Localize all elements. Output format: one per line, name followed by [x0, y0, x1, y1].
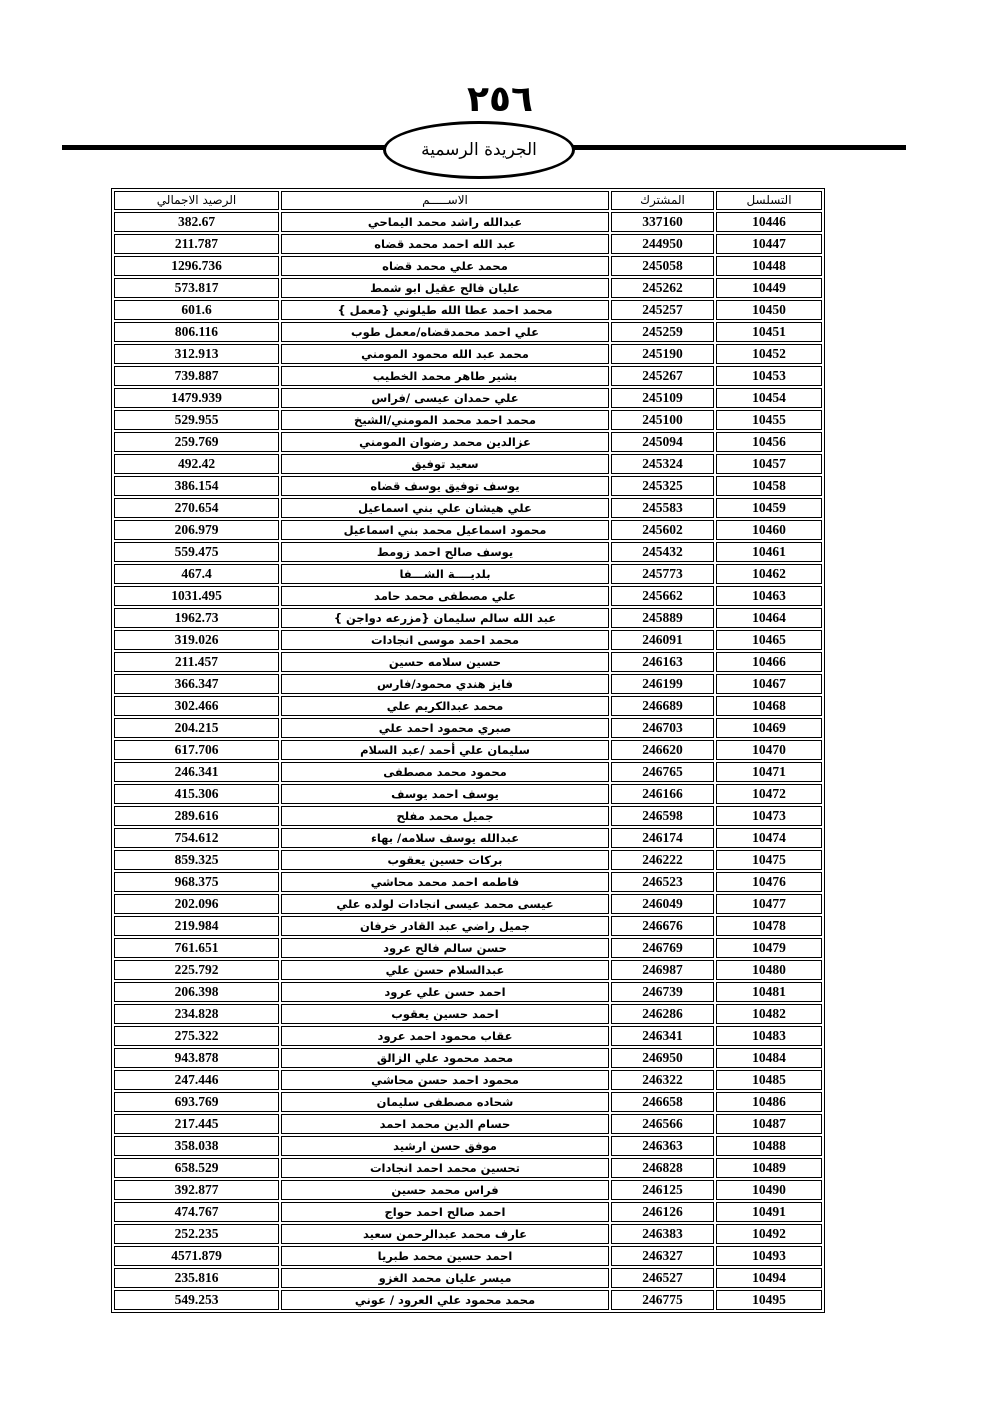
serial-cell: 10454 — [716, 388, 822, 408]
subscriber-cell: 246322 — [611, 1070, 714, 1090]
balance-cell: 1031.495 — [114, 586, 279, 606]
balance-cell: 302.466 — [114, 696, 279, 716]
name-cell: محمد محمود علي العرود / عوني — [281, 1290, 609, 1310]
name-cell: عبد الله احمد محمد قضاه — [281, 234, 609, 254]
name-cell: فايز هندي محمود/فارس — [281, 674, 609, 694]
table-row — [114, 1246, 822, 1266]
subscriber-cell: 246383 — [611, 1224, 714, 1244]
subscriber-cell: 244950 — [611, 234, 714, 254]
serial-cell: 10469 — [716, 718, 822, 738]
serial-cell: 10478 — [716, 916, 822, 936]
name-cell: احمد حسن علي عرود — [281, 982, 609, 1002]
table-row — [114, 410, 822, 430]
subscriber-cell: 246327 — [611, 1246, 714, 1266]
serial-cell: 10482 — [716, 1004, 822, 1024]
table-row — [114, 366, 822, 386]
table-header-row — [114, 191, 822, 210]
table-row — [114, 652, 822, 672]
subscriber-cell: 246341 — [611, 1026, 714, 1046]
subscriber-cell: 246828 — [611, 1158, 714, 1178]
serial-cell: 10491 — [716, 1202, 822, 1222]
balance-cell: 559.475 — [114, 542, 279, 562]
serial-cell: 10455 — [716, 410, 822, 430]
name-cell: صبري محمود احمد علي — [281, 718, 609, 738]
serial-cell: 10447 — [716, 234, 822, 254]
table-row — [114, 982, 822, 1002]
name-cell: شحاده مصطفى سليمان — [281, 1092, 609, 1112]
balance-cell: 392.877 — [114, 1180, 279, 1200]
table-row — [114, 1092, 822, 1112]
subscriber-cell: 246739 — [611, 982, 714, 1002]
table-row — [114, 432, 822, 452]
table-row — [114, 1048, 822, 1068]
subscriber-cell: 246950 — [611, 1048, 714, 1068]
table-row — [114, 784, 822, 804]
subscriber-cell: 246174 — [611, 828, 714, 848]
subscriber-cell: 246523 — [611, 872, 714, 892]
name-cell: علي مصطفى محمد حامد — [281, 586, 609, 606]
name-cell: عبدالله يوسف سلامه/ بهاء — [281, 828, 609, 848]
table-row — [114, 322, 822, 342]
serial-cell: 10489 — [716, 1158, 822, 1178]
subscriber-cell: 245773 — [611, 564, 714, 584]
subscriber-cell: 245602 — [611, 520, 714, 540]
column-header-name: الاســـــم — [281, 191, 609, 210]
table-row — [114, 1026, 822, 1046]
subscriber-cell: 245262 — [611, 278, 714, 298]
serial-cell: 10483 — [716, 1026, 822, 1046]
table-row — [114, 1158, 822, 1178]
name-cell: ميسر عليان محمد الغزو — [281, 1268, 609, 1288]
table-row — [114, 234, 822, 254]
subscriber-cell: 246163 — [611, 652, 714, 672]
serial-cell: 10450 — [716, 300, 822, 320]
balance-cell: 754.612 — [114, 828, 279, 848]
serial-cell: 10467 — [716, 674, 822, 694]
subscriber-cell: 246125 — [611, 1180, 714, 1200]
name-cell: سعيد توفيق — [281, 454, 609, 474]
serial-cell: 10472 — [716, 784, 822, 804]
balance-cell: 1296.736 — [114, 256, 279, 276]
name-cell: تحسين محمد احمد انجادات — [281, 1158, 609, 1178]
subscriber-cell: 245058 — [611, 256, 714, 276]
balance-cell: 382.67 — [114, 212, 279, 232]
name-cell: عيسى محمد عيسى انجادات لولده علي — [281, 894, 609, 914]
serial-cell: 10453 — [716, 366, 822, 386]
balance-cell: 617.706 — [114, 740, 279, 760]
column-header-subscriber: المشترك — [611, 191, 714, 210]
table-row — [114, 388, 822, 408]
table-row — [114, 894, 822, 914]
name-cell: محمد احمد محمد المومني/الشيخ — [281, 410, 609, 430]
serial-cell: 10466 — [716, 652, 822, 672]
balance-cell: 386.154 — [114, 476, 279, 496]
serial-cell: 10477 — [716, 894, 822, 914]
balance-cell: 225.792 — [114, 960, 279, 980]
serial-cell: 10457 — [716, 454, 822, 474]
name-cell: يوسف صالح احمد زومط — [281, 542, 609, 562]
name-cell: عبدالسلام حسن علي — [281, 960, 609, 980]
name-cell: عبد الله سالم سليمان {مزرعه دواجن } — [281, 608, 609, 628]
subscriber-cell: 245109 — [611, 388, 714, 408]
name-cell: فراس محمد حسين — [281, 1180, 609, 1200]
name-cell: يوسف احمد يوسف — [281, 784, 609, 804]
balance-cell: 467.4 — [114, 564, 279, 584]
subscriber-cell: 245190 — [611, 344, 714, 364]
name-cell: محمد عبدالكريم علي — [281, 696, 609, 716]
balance-cell: 601.6 — [114, 300, 279, 320]
subscriber-cell: 246126 — [611, 1202, 714, 1222]
serial-cell: 10490 — [716, 1180, 822, 1200]
name-cell: موفق حسن ارشيد — [281, 1136, 609, 1156]
serial-cell: 10473 — [716, 806, 822, 826]
name-cell: محمد عبد الله محمود المومني — [281, 344, 609, 364]
serial-cell: 10480 — [716, 960, 822, 980]
serial-cell: 10456 — [716, 432, 822, 452]
serial-cell: 10446 — [716, 212, 822, 232]
name-cell: جميل راضي عبد القادر خرفان — [281, 916, 609, 936]
balance-cell: 474.767 — [114, 1202, 279, 1222]
serial-cell: 10458 — [716, 476, 822, 496]
subscriber-cell: 246222 — [611, 850, 714, 870]
name-cell: يوسف توفيق يوسف قضاه — [281, 476, 609, 496]
table-row — [114, 586, 822, 606]
table-row — [114, 1136, 822, 1156]
subscriber-cell: 245257 — [611, 300, 714, 320]
balance-cell: 693.769 — [114, 1092, 279, 1112]
serial-cell: 10494 — [716, 1268, 822, 1288]
serial-cell: 10484 — [716, 1048, 822, 1068]
balance-cell: 217.445 — [114, 1114, 279, 1134]
name-cell: محمد احمد موسى انجادات — [281, 630, 609, 650]
balance-cell: 235.816 — [114, 1268, 279, 1288]
balance-cell: 247.446 — [114, 1070, 279, 1090]
serial-cell: 10475 — [716, 850, 822, 870]
name-cell: محمود محمد مصطفى — [281, 762, 609, 782]
subscribers-table — [111, 188, 825, 1313]
balance-cell: 202.096 — [114, 894, 279, 914]
table-row — [114, 674, 822, 694]
subscriber-cell: 245267 — [611, 366, 714, 386]
subscriber-cell: 246987 — [611, 960, 714, 980]
name-cell: احمد حسين محمد طبريا — [281, 1246, 609, 1266]
table-row — [114, 1070, 822, 1090]
name-cell: بشير طاهر محمد الخطيب — [281, 366, 609, 386]
balance-cell: 415.306 — [114, 784, 279, 804]
name-cell: محمد احمد عطا الله طيلوني {معمل } — [281, 300, 609, 320]
subscriber-cell: 246527 — [611, 1268, 714, 1288]
subscriber-cell: 245889 — [611, 608, 714, 628]
serial-cell: 10463 — [716, 586, 822, 606]
subscriber-cell: 246765 — [611, 762, 714, 782]
table-row — [114, 212, 822, 232]
balance-cell: 658.529 — [114, 1158, 279, 1178]
serial-cell: 10452 — [716, 344, 822, 364]
subscriber-cell: 246166 — [611, 784, 714, 804]
subscriber-cell: 246620 — [611, 740, 714, 760]
name-cell: محمود احمد حسن محاشي — [281, 1070, 609, 1090]
serial-cell: 10479 — [716, 938, 822, 958]
subscriber-cell: 245583 — [611, 498, 714, 518]
table-row — [114, 608, 822, 628]
balance-cell: 739.887 — [114, 366, 279, 386]
table-row — [114, 1180, 822, 1200]
serial-cell: 10460 — [716, 520, 822, 540]
balance-cell: 1962.73 — [114, 608, 279, 628]
name-cell: عليان فالح عقيل ابو شمط — [281, 278, 609, 298]
table-row — [114, 1114, 822, 1134]
balance-cell: 246.341 — [114, 762, 279, 782]
table-row — [114, 916, 822, 936]
subscriber-cell: 245259 — [611, 322, 714, 342]
name-cell: علي احمد محمدقضاه/معمل طوب — [281, 322, 609, 342]
serial-cell: 10462 — [716, 564, 822, 584]
name-cell: محمد محمود علي الزالق — [281, 1048, 609, 1068]
balance-cell: 806.116 — [114, 322, 279, 342]
balance-cell: 859.325 — [114, 850, 279, 870]
table-row — [114, 1004, 822, 1024]
table-row — [114, 1290, 822, 1310]
name-cell: عبدالله راشد محمد اليماحي — [281, 212, 609, 232]
table-row — [114, 718, 822, 738]
name-cell: فاطمه احمد محمد محاشي — [281, 872, 609, 892]
balance-cell: 1479.939 — [114, 388, 279, 408]
name-cell: عزالدين محمد رضوان المومني — [281, 432, 609, 452]
serial-cell: 10474 — [716, 828, 822, 848]
balance-cell: 549.253 — [114, 1290, 279, 1310]
table-row — [114, 696, 822, 716]
subscriber-cell: 246286 — [611, 1004, 714, 1024]
column-header-balance: الرصيد الاجمالي — [114, 191, 279, 210]
subscriber-cell: 246703 — [611, 718, 714, 738]
balance-cell: 4571.879 — [114, 1246, 279, 1266]
name-cell: احمد صالح احمد حواج — [281, 1202, 609, 1222]
serial-cell: 10495 — [716, 1290, 822, 1310]
balance-cell: 211.787 — [114, 234, 279, 254]
column-header-serial: التسلسل — [716, 191, 822, 210]
serial-cell: 10449 — [716, 278, 822, 298]
header-oval — [383, 121, 575, 179]
table-row — [114, 872, 822, 892]
subscriber-cell: 245662 — [611, 586, 714, 606]
table-row — [114, 740, 822, 760]
table-row — [114, 806, 822, 826]
balance-cell: 219.984 — [114, 916, 279, 936]
gazette-title: الجريدة الرسمية — [421, 140, 537, 160]
serial-cell: 10476 — [716, 872, 822, 892]
subscriber-cell: 245325 — [611, 476, 714, 496]
serial-cell: 10487 — [716, 1114, 822, 1134]
subscriber-cell: 246769 — [611, 938, 714, 958]
table-row — [114, 476, 822, 496]
name-cell: بركات حسين يعقوب — [281, 850, 609, 870]
name-cell: بلديــــة الشـــفا — [281, 564, 609, 584]
serial-cell: 10451 — [716, 322, 822, 342]
page-number: ٢٥٦ — [467, 79, 533, 120]
balance-cell: 358.038 — [114, 1136, 279, 1156]
serial-cell: 10464 — [716, 608, 822, 628]
serial-cell: 10485 — [716, 1070, 822, 1090]
subscriber-cell: 246676 — [611, 916, 714, 936]
subscriber-cell: 246775 — [611, 1290, 714, 1310]
subscriber-cell: 246091 — [611, 630, 714, 650]
name-cell: حسن سالم فالح عرود — [281, 938, 609, 958]
name-cell: حسام الدين محمد احمد — [281, 1114, 609, 1134]
subscriber-cell: 245432 — [611, 542, 714, 562]
name-cell: علي هيشان علي بني اسماعيل — [281, 498, 609, 518]
subscriber-cell: 246363 — [611, 1136, 714, 1156]
serial-cell: 10459 — [716, 498, 822, 518]
balance-cell: 234.828 — [114, 1004, 279, 1024]
subscriber-cell: 246598 — [611, 806, 714, 826]
table-row — [114, 454, 822, 474]
subscriber-cell: 246199 — [611, 674, 714, 694]
name-cell: احمد حسين يعقوب — [281, 1004, 609, 1024]
name-cell: سليمان علي أحمد /عبد السلام — [281, 740, 609, 760]
serial-cell: 10448 — [716, 256, 822, 276]
balance-cell: 259.769 — [114, 432, 279, 452]
balance-cell: 761.651 — [114, 938, 279, 958]
subscriber-cell: 245324 — [611, 454, 714, 474]
subscriber-cell: 337160 — [611, 212, 714, 232]
balance-cell: 319.026 — [114, 630, 279, 650]
balance-cell: 206.398 — [114, 982, 279, 1002]
serial-cell: 10488 — [716, 1136, 822, 1156]
name-cell: عارف محمد عبدالرحمن سعيد — [281, 1224, 609, 1244]
balance-cell: 204.215 — [114, 718, 279, 738]
table-row — [114, 520, 822, 540]
subscriber-cell: 246658 — [611, 1092, 714, 1112]
balance-cell: 211.457 — [114, 652, 279, 672]
table-row — [114, 1268, 822, 1288]
serial-cell: 10493 — [716, 1246, 822, 1266]
table-row — [114, 850, 822, 870]
name-cell: محمد علي محمد قضاه — [281, 256, 609, 276]
serial-cell: 10465 — [716, 630, 822, 650]
serial-cell: 10471 — [716, 762, 822, 782]
table-row — [114, 564, 822, 584]
table-row — [114, 344, 822, 364]
serial-cell: 10481 — [716, 982, 822, 1002]
balance-cell: 275.322 — [114, 1026, 279, 1046]
subscriber-cell: 245094 — [611, 432, 714, 452]
balance-cell: 492.42 — [114, 454, 279, 474]
subscriber-cell: 245100 — [611, 410, 714, 430]
table-row — [114, 1224, 822, 1244]
table-row — [114, 300, 822, 320]
balance-cell: 252.235 — [114, 1224, 279, 1244]
table-row — [114, 828, 822, 848]
balance-cell: 289.616 — [114, 806, 279, 826]
table-row — [114, 498, 822, 518]
table-row — [114, 1202, 822, 1222]
serial-cell: 10492 — [716, 1224, 822, 1244]
serial-cell: 10468 — [716, 696, 822, 716]
balance-cell: 206.979 — [114, 520, 279, 540]
name-cell: عقاب محمود احمد عرود — [281, 1026, 609, 1046]
name-cell: جميل محمد مفلح — [281, 806, 609, 826]
name-cell: محمود اسماعيل محمد بني اسماعيل — [281, 520, 609, 540]
balance-cell: 968.375 — [114, 872, 279, 892]
subscriber-cell: 246049 — [611, 894, 714, 914]
balance-cell: 312.913 — [114, 344, 279, 364]
serial-cell: 10461 — [716, 542, 822, 562]
balance-cell: 943.878 — [114, 1048, 279, 1068]
table-row — [114, 542, 822, 562]
balance-cell: 366.347 — [114, 674, 279, 694]
table-row — [114, 762, 822, 782]
table-row — [114, 630, 822, 650]
name-cell: علي حمدان عيسى /فراس — [281, 388, 609, 408]
table-row — [114, 278, 822, 298]
balance-cell: 573.817 — [114, 278, 279, 298]
balance-cell: 529.955 — [114, 410, 279, 430]
table-row — [114, 938, 822, 958]
table-row — [114, 960, 822, 980]
balance-cell: 270.654 — [114, 498, 279, 518]
subscriber-cell: 246566 — [611, 1114, 714, 1134]
subscriber-cell: 246689 — [611, 696, 714, 716]
serial-cell: 10486 — [716, 1092, 822, 1112]
table-row — [114, 256, 822, 276]
serial-cell: 10470 — [716, 740, 822, 760]
table-body — [114, 212, 822, 1310]
name-cell: حسين سلامه حسين — [281, 652, 609, 672]
